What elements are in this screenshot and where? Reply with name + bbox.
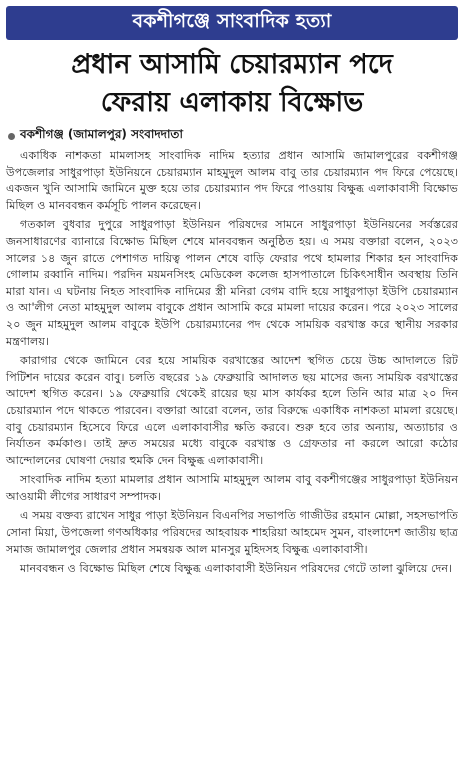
paragraph-6: মানববন্ধন ও বিক্ষোভ মিছিল শেষে বিক্ষুব্ধ এলাকাবাসী ইউনিয়ন পরিষদের গেটে তালা ঝুলিয়ে দেন। (20, 562, 453, 576)
bullet-icon (8, 133, 15, 140)
byline-text: বকশীগঞ্জ (জামালপুর) সংবাদদাতা (20, 127, 183, 141)
headline-line-1: প্রধান আসামি চেয়ারম্যান পদে (71, 49, 393, 80)
headline (6, 46, 458, 122)
article-body (6, 148, 458, 578)
paragraph-1: একাধিক নাশকতা মামলাসহ সাংবাদিক নাদিম হত্যার প্রধান আসামি জামালপুরের বকশীগঞ্জ উপজেলার সাধুরপাড়া ইউনিয়নে চেয়ারম্যান মাহমুদুল আলম বাবু তার চেয়ারম্যান পদ ফিরে পেয়েছে। একজন খুনি আসামি জামিনে মুক্ত হয়ে তার চেয়ারম্যান পদ ফিরে পাওয়ায় বিক্ষুব্ধ এলাকাবাসী বিক্ষোভ মিছিল ও মানববন্ধন কর্মসূচি পালন করেছেন। (6, 149, 458, 212)
paragraph-2: গতকাল বুধবার দুপুরে সাধুরপাড়া ইউনিয়ন পরিষদের সামনে সাধুরপাড়া ইউনিয়নের সর্বস্তরের জনসাধারণের ব্যানারে বিক্ষোভ মিছিল শেষে মানববন্ধন অনুষ্ঠিত হয়। এ সময় বক্তারা বলেন, ২০২৩ সালের ১৪ জুন রাতে পেশাগত দায়িত্ব পালন শেষে বাড়ি ফেরার পথে হামলার শিকার হন সাংবাদিক গোলাম রব্বানি নাদিম। পরদিন ময়মনসিংহ মেডিকেল কলেজ হাসপাতালে চিকিৎসাধীন অবস্থায় তিনি মারা যান। এ ঘটনায় নিহত সাংবাদিক নাদিমের স্ত্রী মনিরা বেগম বাদি হয়ে সাধুরপাড়া ইউপি চেয়ারম্যান ও আ'লীগ নেতা মাহমুদুল আলম বাবুকে প্রধান আসামি করে মামলা দায়ের করেন। পরে ২০২৩ সালের ২০ জুন মাহমুদুল আলম বাবুকে ইউপি চেয়ারম্যানের পদ থেকে সাময়িক বরখাস্ত করে স্থানীয় সরকার মন্ত্রণালয়। (6, 218, 458, 348)
paragraph-4: সাংবাদিক নাদিম হত্যা মামলার প্রধান আসামি মাহমুদুল আলম বাবু বকশীগঞ্জের সাধুরপাড়া ইউনিয়ন আওয়ামী লীগের সাধারণ সম্পাদক। (6, 473, 458, 503)
paragraph-3: কারাগার থেকে জামিনে বের হয়ে সাময়িক বরখাস্তের আদেশ স্থগিত চেয়ে উচ্চ আদালতে রিট পিটিশন দায়ের করেন বাবু। চলতি বছরের ১৯ ফেব্রুয়ারি আদালত ছয় মাসের জন্য সাময়িক বরখাস্তের আদেশ স্থগিত করেন। ১৯ ফেব্রুয়ারি থেকেই রায়ের ছয় মাস কার্যকর হলে তিনি আর মাত্র ২০ দিন চেয়ারম্যান পদে থাকতে পারবেন। বক্তারা আরো বলেন, তার বিরুদ্ধে একাধিক নাশকতা মামলা রয়েছে। বাবু চেয়ারম্যান হিসেবে ফিরে এলে এলাকাবাসীর ক্ষতি করবে। শুরু হবে তার অন্যায়, অত্যাচার ও নির্যাতন কর্মকাণ্ড। তাই দ্রুত সময়ের মধ্যে বাবুকে বরখাস্ত ও গ্রেফতার না করলে আরো কঠোর আন্দোলনের ঘোষণা দেয়ার হুমকি দেন বিক্ষুব্ধ এলাকাবাসী। (6, 354, 458, 467)
paragraph-5: এ সময় বক্তব্য রাখেন সাধুর পাড়া ইউনিয়ন বিএনপির সভাপতি গাজীউর রহমান মোল্লা, সহসভাপতি সোনা মিয়া, উপজেলা গণঅধিকার পরিষদের আহবায়ক শাহরিয়া আহমেদ সুমন, বাংলাদেশ জাতীয় ছাত্র সমাজ জামালপুর জেলার প্রধান সমন্বয়ক আল মানসুর মুহিদসহ বিক্ষুব্ধ এলাকাবাসী। (6, 509, 458, 556)
headline-line-2: ফেরায় এলাকায় বিক্ষোভ (100, 87, 364, 118)
byline (8, 126, 458, 146)
kicker-banner: বকশীগঞ্জে সাংবাদিক হত্যা (6, 6, 458, 40)
